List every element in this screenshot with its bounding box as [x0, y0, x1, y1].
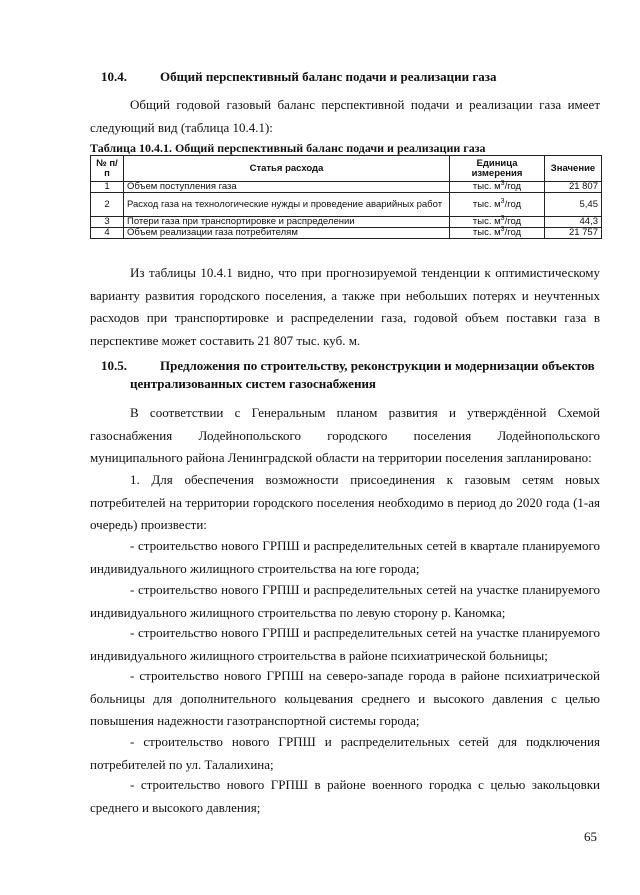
row-value: 21 807 [545, 182, 602, 193]
table-caption: Таблица 10.4.1. Общий перспективный баланс подачи и реализации газа [90, 141, 486, 155]
intro-paragraph: В соответствии с Генеральным планом развития и утверждённой Схемой газоснабжения Лодейнопольского городского поселения Лодейнопольского муниципального района Ленинградской области на территории поселения запланировано: [90, 405, 600, 465]
section-10-4-title: Общий перспективный баланс подачи и реализации газа [160, 69, 497, 84]
table-row [91, 228, 602, 239]
section-10-5-number: 10.5. [101, 358, 127, 373]
table-row [91, 217, 602, 228]
row-num: 1 [91, 182, 124, 193]
header-unit: Единица измерения [450, 156, 545, 182]
section-10-5-title-line2: централизованных систем газоснабжения [130, 376, 376, 391]
page-number: 65 [584, 829, 597, 844]
row-unit: тыс. $м^3$/год [450, 182, 545, 193]
row-item: Объем поступления газа [124, 182, 450, 193]
header-value: Значение [545, 156, 602, 182]
row-item: Потери газа при транспортировке и распределении [124, 217, 450, 228]
row-num: 4 [91, 228, 124, 239]
table-header-row [91, 156, 602, 182]
header-num: № п/п [91, 156, 124, 182]
section-10-4-intro: Общий годовой газовый баланс перспективной подачи и реализации газа имеет следующий вид (таблица 10.4.1): [90, 97, 600, 135]
row-value: 5,45 [545, 193, 602, 217]
row-unit: тыс. $м^3$/год [450, 217, 545, 228]
bullet-paragraph: - строительство нового ГРПШ и распределительных сетей на участке планируемого индивидуального жилищного строительства по левую сторону р. Каномка; [90, 582, 600, 620]
bullet-paragraph: - строительство нового ГРПШ в районе военного городка с целью закольцовки среднего и высокого давления; [90, 777, 600, 815]
item-1-paragraph: 1. Для обеспечения возможности присоединения к газовым сетям новых потребителей на территории городского поселения необходимо в период до 2020 года (1-ая очередь) произвести: [90, 472, 600, 532]
section-10-4-number: 10.4. [101, 69, 127, 84]
row-unit: тыс. $м^3$/год [450, 193, 545, 217]
table-row [91, 193, 602, 217]
bullet-paragraph: - строительство нового ГРПШ и распределительных сетей для подключения потребителей по ул. Талалихина; [90, 734, 600, 772]
row-item: Объем реализации газа потребителям [124, 228, 450, 239]
bullet-paragraph: - строительство нового ГРПШ и распределительных сетей на участке планируемого индивидуального жилищного строительства в районе психиатрической больницы; [90, 625, 600, 663]
bullet-paragraph: - строительство нового ГРПШ и распределительных сетей в квартале планируемого индивидуального жилищного строительства на юге города; [90, 538, 600, 576]
row-value: 21 757 [545, 228, 602, 239]
header-item: Статья расхода [124, 156, 450, 182]
conclusion-paragraph: Из таблицы 10.4.1 видно, что при прогнозируемой тенденции к оптимистическому варианту развития городского поселения, а также при небольших потерях и неучтенных расходов при транспортировке и распределении газа, годовой объем поставки газа в перспективе может составить 21 807 тыс. куб. м. [90, 265, 600, 348]
gas-balance-table [90, 155, 602, 239]
row-value: 44,3 [545, 217, 602, 228]
table-row [91, 182, 602, 193]
bullet-paragraph: - строительство нового ГРПШ на северо-западе города в районе психиатрической больницы для дополнительного кольцевания среднего и высокого давления с целью повышения надежности газотранспортной системы города; [90, 668, 600, 728]
section-10-5-title-line1: Предложения по строительству, реконструкции и модернизации объектов [160, 358, 595, 373]
row-unit: тыс. $м^3$/год [450, 228, 545, 239]
row-num: 3 [91, 217, 124, 228]
row-num: 2 [91, 193, 124, 217]
row-item: Расход газа на технологические нужды и проведение аварийных работ [124, 193, 450, 217]
